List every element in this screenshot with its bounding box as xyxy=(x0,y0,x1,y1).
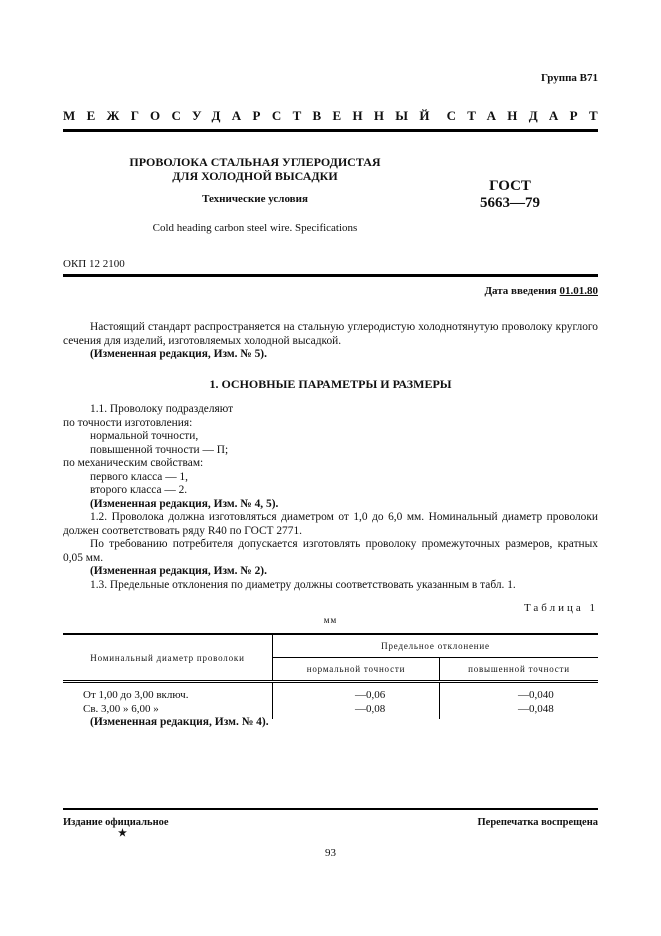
cell-increased: —0,040 xyxy=(518,689,554,701)
clause-1-1-class-1: первого класса — 1, xyxy=(90,470,188,483)
introduction-date xyxy=(484,285,598,297)
title-line-2: ДЛЯ ХОЛОДНОЙ ВЫСАДКИ xyxy=(172,169,338,183)
introduction-date-value: 01.01.80 xyxy=(559,285,598,297)
section-1-body xyxy=(63,403,598,592)
header-nominal-diameter: Номинальный диаметр проволоки xyxy=(63,634,273,682)
title-line-1: ПРОВОЛОКА СТАЛЬНАЯ УГЛЕРОДИСТАЯ xyxy=(129,155,381,169)
clause-1-2: 1.2. Проволока должна изготовляться диаметром от 1,0 до 6,0 мм. Номинальный диаметр проволоки должен соответствовать ряду R40 по ГОСТ 2771. xyxy=(63,511,598,537)
okp-code: ОКП 12 2100 xyxy=(63,258,125,270)
intro-amendment: (Измененная редакция, Изм. № 5). xyxy=(90,348,267,360)
header-rule xyxy=(63,129,598,132)
clause-1-1-accuracy-normal: нормальной точности, xyxy=(90,430,199,442)
table-row xyxy=(63,682,598,703)
clause-1-2-extra: По требованию потребителя допускается изготовлять проволоку промежуточных размеров, кратных 0,05 мм. xyxy=(63,538,598,564)
banner-word-interstate: МЕЖГОСУДАРСТВЕННЫЙ xyxy=(63,108,441,123)
header-limit-deviation: Предельное отклонение xyxy=(273,634,599,658)
table-1-caption: Таблица 1 xyxy=(523,602,598,614)
page-number: 93 xyxy=(325,847,336,859)
group-code: Группа В71 xyxy=(540,72,598,84)
table-1-unit: мм xyxy=(323,615,338,625)
intro-paragraph: Настоящий стандарт распространяется на стальную углеродистую холоднотянутую проволоку круглого сечения для изделий, изготовляемых холодной высадкой. xyxy=(63,321,598,347)
cell-normal: —0,08 xyxy=(273,702,440,719)
header-increased-accuracy: повышенной точности xyxy=(440,658,599,682)
clause-1-3: 1.3. Предельные отклонения по диаметру должны соответствовать указанным в табл. 1. xyxy=(90,578,516,591)
official-edition-label: Издание официальное xyxy=(63,817,169,828)
clause-1-1-amendment: (Измененная редакция, Изм. № 4, 5). xyxy=(90,497,279,510)
cell-increased: —0,048 xyxy=(518,703,554,715)
footer-rule xyxy=(63,808,598,810)
gost-label: ГОСТ xyxy=(489,178,531,194)
tolerance-table xyxy=(63,633,598,719)
introduction-date-label: Дата введения xyxy=(484,285,557,297)
document-title xyxy=(100,155,410,183)
gost-number: 5663—79 xyxy=(480,195,540,211)
header-normal-accuracy: нормальной точности xyxy=(273,658,440,682)
clause-1-1-class-2: второго класса — 2. xyxy=(90,484,188,496)
cell-diameter: От 1,00 до 3,00 включ. xyxy=(63,682,273,703)
cell-normal: —0,06 xyxy=(273,682,440,703)
clause-1-1-mechanical: по механическим свойствам: xyxy=(63,457,204,469)
table-1-amendment: (Измененная редакция, Изм. № 4). xyxy=(90,716,269,728)
clause-1-1-accuracy: по точности изготовления: xyxy=(63,416,193,429)
reprint-prohibited-label: Перепечатка воспрещена xyxy=(477,817,598,828)
gost-designation xyxy=(450,178,570,212)
interstate-standard-banner xyxy=(63,108,609,124)
banner-word-standard: СТАНДАРТ xyxy=(446,108,609,123)
star-icon: ★ xyxy=(118,828,127,839)
section-1-heading: 1. ОСНОВНЫЕ ПАРАМЕТРЫ И РАЗМЕРЫ xyxy=(209,377,452,391)
english-title: Cold heading carbon steel wire. Specifications xyxy=(152,222,358,234)
cell-diameter: Св. 3,00 » 6,00 » xyxy=(63,702,273,719)
clause-1-2-amendment: (Измененная редакция, Изм. № 2). xyxy=(90,565,267,577)
document-subtitle: Технические условия xyxy=(202,193,308,205)
clause-1-1: 1.1. Проволоку подразделяют xyxy=(90,403,234,415)
okp-rule xyxy=(63,274,598,277)
intro-block xyxy=(63,321,598,362)
clause-1-1-accuracy-increased: повышенной точности — П; xyxy=(90,443,229,456)
